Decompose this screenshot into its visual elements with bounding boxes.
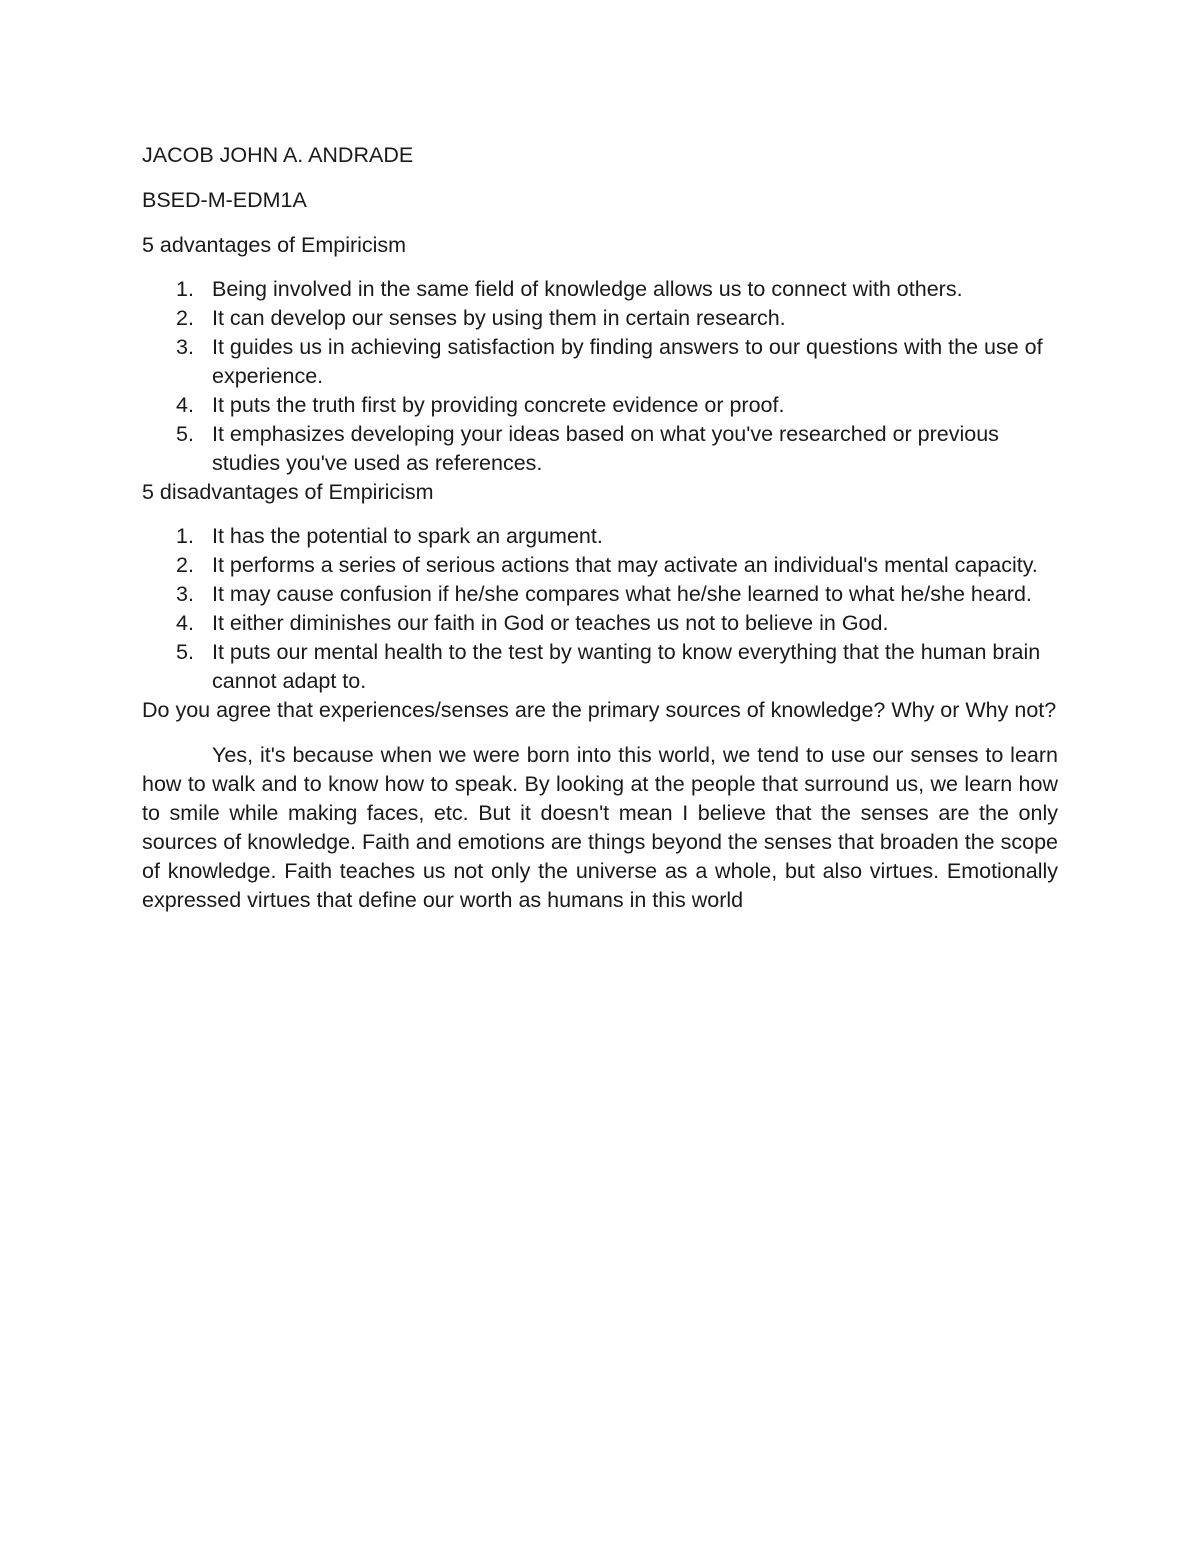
list-item-number: 3.	[176, 335, 194, 359]
list-item	[142, 551, 1062, 580]
list-item	[142, 304, 1062, 333]
list-item-text: It guides us in achieving satisfaction by finding answers to our questions with the use of experience.	[212, 335, 1043, 388]
advantages-heading: 5 advantages of Empiricism	[142, 233, 407, 257]
list-item	[142, 420, 1062, 478]
list-item	[142, 522, 1062, 551]
list-item-number: 5.	[176, 640, 194, 664]
document-body	[142, 141, 1058, 915]
list-item-number: 3.	[176, 582, 194, 606]
list-item-number: 5.	[176, 422, 194, 446]
list-item-text: It may cause confusion if he/she compares what he/she learned to what he/she heard.	[212, 582, 1032, 606]
list-item-text: It either diminishes our faith in God or teaches us not to believe in God.	[212, 611, 889, 635]
answer-paragraph: Yes, it's because when we were born into this world, we tend to use our senses to learn how to walk and to know how to speak. By looking at the people that surround us, we learn how to smile while making faces, etc. But it doesn't mean I believe that the senses are the only sources of knowledge. Faith and emotions are things beyond the senses that broaden the scope of knowledge. Faith teaches us not only the universe as a whole, but also virtues. Emotionally expressed virtues that define our worth as humans in this world	[142, 743, 1058, 912]
list-item-number: 1.	[176, 524, 194, 548]
list-item-number: 2.	[176, 306, 194, 330]
list-item-text: It has the potential to spark an argument.	[212, 524, 603, 548]
list-item-text: It puts the truth first by providing concrete evidence or proof.	[212, 393, 785, 417]
list-item-number: 4.	[176, 611, 194, 635]
list-item-text: Being involved in the same field of knowledge allows us to connect with others.	[212, 277, 963, 301]
list-item-number: 2.	[176, 553, 194, 577]
list-item	[142, 391, 1062, 420]
advantages-list	[142, 275, 1058, 478]
disadvantages-heading: 5 disadvantages of Empiricism	[142, 480, 434, 504]
list-item-text: It puts our mental health to the test by wanting to know everything that the human brain cannot adapt to.	[212, 640, 1041, 693]
list-item	[142, 609, 1062, 638]
author-name: JACOB JOHN A. ANDRADE	[142, 143, 414, 167]
list-item	[142, 580, 1062, 609]
list-item-number: 1.	[176, 277, 194, 301]
list-item	[142, 638, 1062, 696]
list-item	[142, 333, 1062, 391]
list-item-number: 4.	[176, 393, 194, 417]
list-item-text: It emphasizes developing your ideas based on what you've researched or previous studies you've used as references.	[212, 422, 999, 475]
section-code: BSED-M-EDM1A	[142, 188, 307, 212]
disadvantages-list	[142, 522, 1058, 696]
list-item-text: It can develop our senses by using them in certain research.	[212, 306, 786, 330]
question-paragraph: Do you agree that experiences/senses are the primary sources of knowledge? Why or Why not?	[142, 698, 1057, 722]
list-item-text: It performs a series of serious actions that may activate an individual's mental capacity.	[212, 553, 1038, 577]
list-item	[142, 275, 1062, 304]
